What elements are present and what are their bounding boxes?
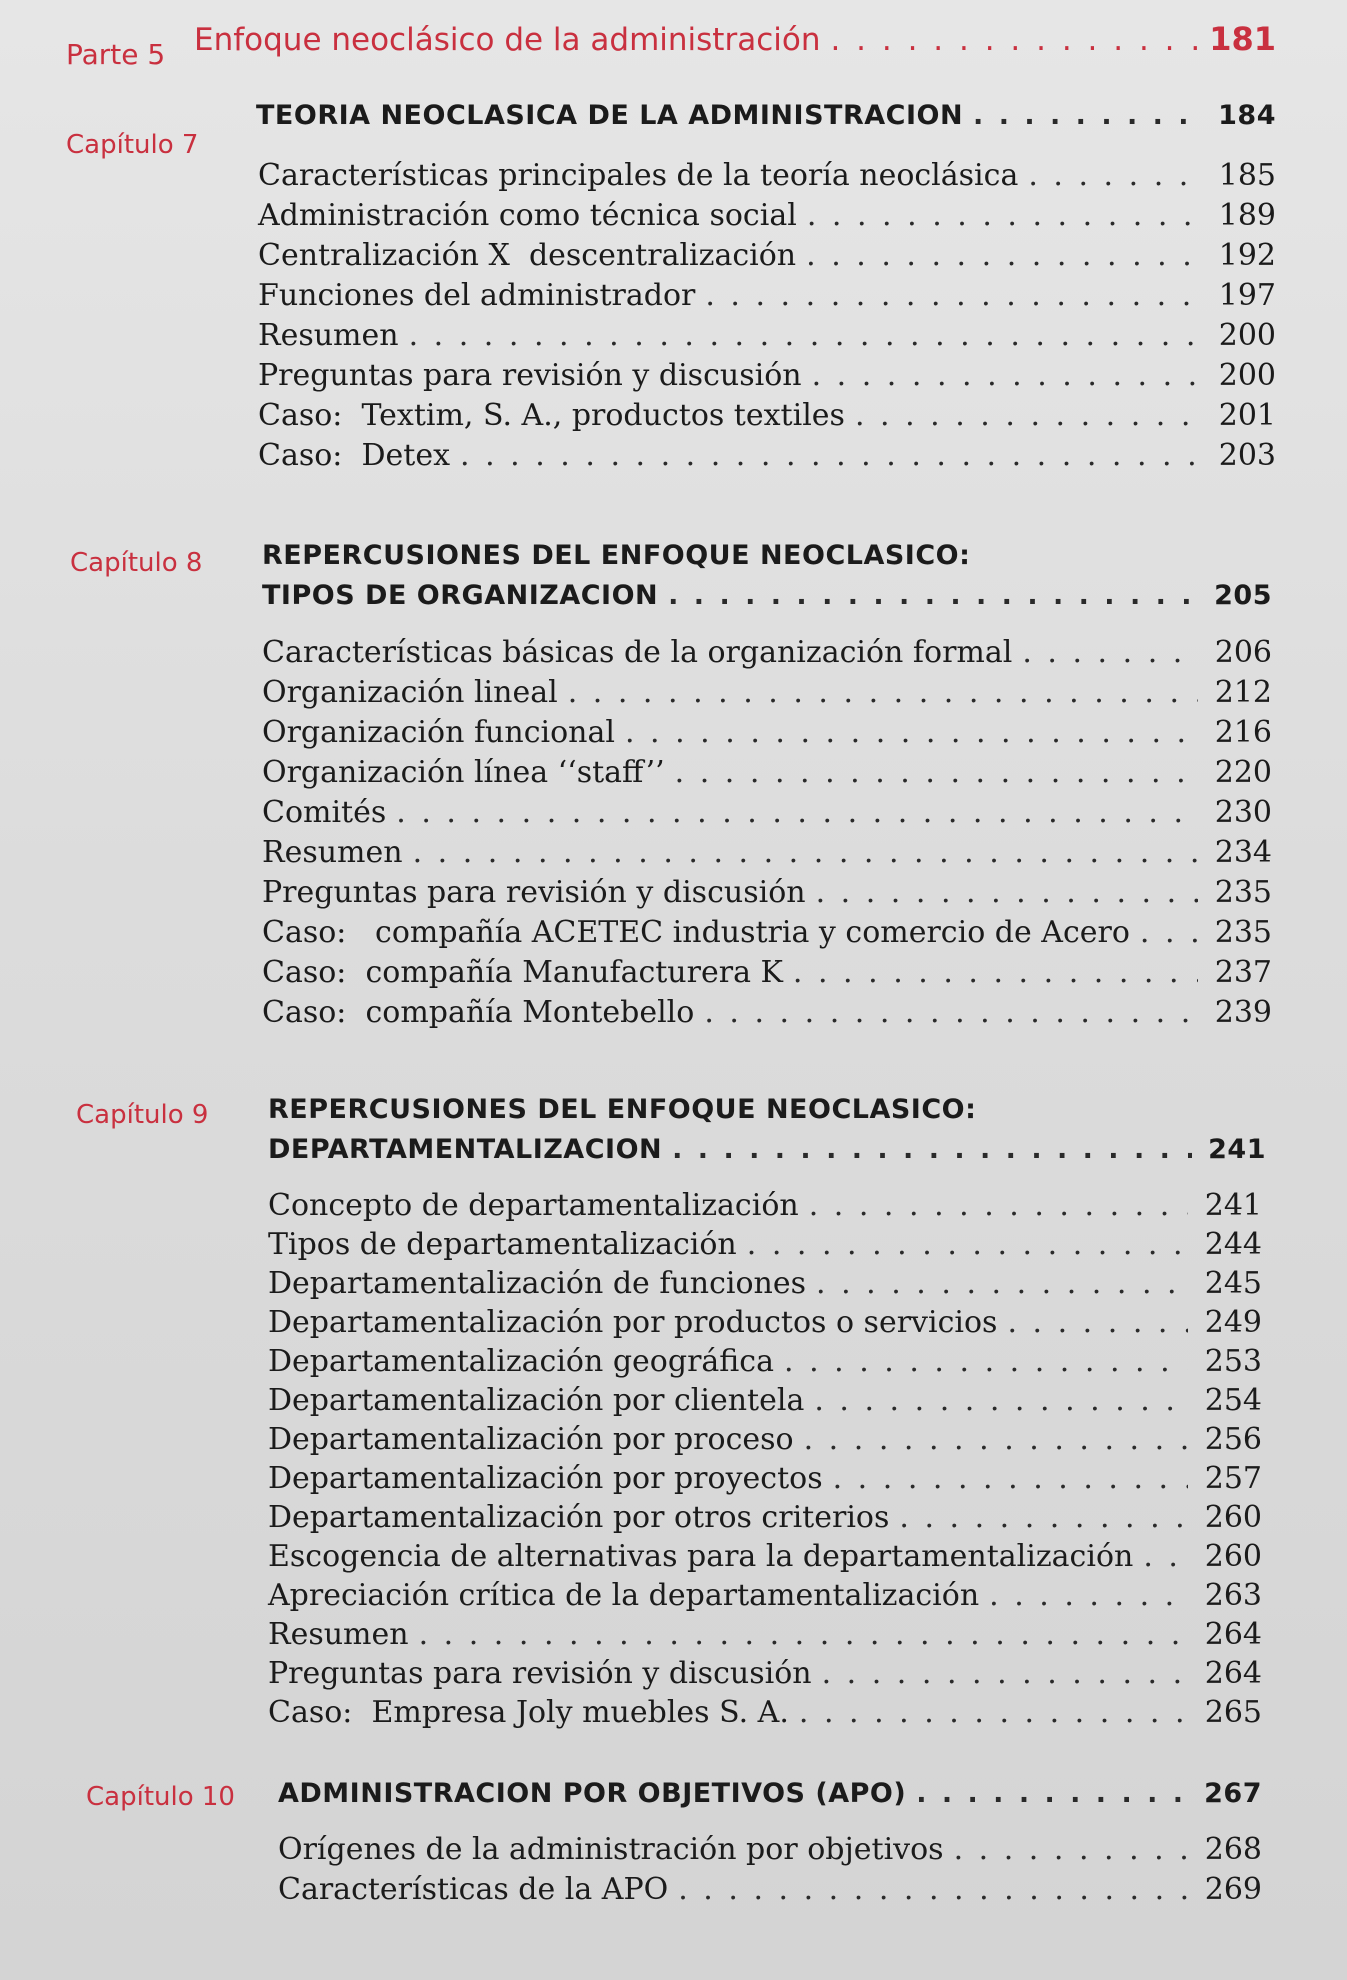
entry-page: 235 (1214, 915, 1272, 950)
chapter-title: ADMINISTRACION POR OBJETIVOS (APO) (278, 1778, 907, 1809)
chapter-title: REPERCUSIONES DEL ENFOQUE NEOCLASICO: (262, 540, 971, 571)
entry-title: Administración como técnica social (258, 198, 797, 233)
list-item (258, 236, 1276, 276)
entry-title: Tipos de departamentalización (268, 1227, 737, 1262)
leader-dots (804, 1420, 1188, 1460)
entry-page: 197 (1218, 278, 1276, 313)
list-item (258, 276, 1276, 316)
leader-dots (816, 873, 1198, 913)
list-item (268, 1303, 1262, 1342)
leader-dots (816, 1264, 1188, 1304)
entry-page: 234 (1214, 835, 1272, 870)
entry-page: 269 (1204, 1872, 1262, 1907)
part-heading (66, 16, 1276, 72)
entry-page: 239 (1214, 995, 1272, 1030)
entry-title: Características de la APO (278, 1872, 669, 1907)
entry-page: 249 (1204, 1305, 1262, 1340)
list-item (268, 1537, 1262, 1576)
leader-dots (812, 356, 1202, 396)
entry-list (278, 1830, 1262, 1910)
list-item (278, 1870, 1262, 1910)
chapter-title: TEORIA NEOCLASICA DE LA ADMINISTRACION (256, 100, 964, 131)
entry-page: 220 (1214, 755, 1272, 790)
entry-page: 185 (1218, 158, 1276, 193)
entry-list (258, 156, 1276, 476)
chapter-page: 205 (1214, 580, 1272, 611)
list-item (258, 396, 1276, 436)
entry-title: Preguntas para revisión y discusión (258, 358, 802, 393)
entry-page: 253 (1204, 1344, 1262, 1379)
leader-dots (625, 713, 1198, 753)
list-item (262, 673, 1272, 713)
leader-dots (1143, 1537, 1188, 1577)
list-item (258, 156, 1276, 196)
list-item (268, 1615, 1262, 1654)
leader-dots (409, 316, 1202, 356)
leader-dots (806, 236, 1202, 276)
leader-dots (799, 1693, 1188, 1733)
list-item (268, 1576, 1262, 1615)
leader-dots (396, 793, 1198, 833)
entry-title: Caso: compañía ACETEC industria y comercio de Acero (262, 915, 1130, 950)
entry-page: 200 (1218, 358, 1276, 393)
leader-dots (705, 276, 1202, 316)
list-item (268, 1186, 1262, 1225)
leader-dots (954, 1830, 1188, 1870)
entry-title: Caso: compañía Manufacturera K (262, 955, 783, 990)
list-item (262, 713, 1272, 753)
entry-title: Organización línea ‘‘staff’’ (262, 755, 665, 790)
list-item (258, 436, 1276, 476)
list-item (262, 793, 1272, 833)
entry-title: Departamentalización de funciones (268, 1266, 807, 1301)
entry-list (268, 1186, 1262, 1732)
entry-title: Concepto de departamentalización (268, 1188, 799, 1223)
leader-dots (809, 1186, 1188, 1226)
entry-title: Caso: Textim, S. A., productos textiles (258, 398, 845, 433)
entry-title: Preguntas para revisión y discusión (262, 875, 806, 910)
entry-page: 265 (1204, 1695, 1262, 1730)
entry-page: 200 (1218, 318, 1276, 353)
chapter-page: 184 (1218, 100, 1276, 131)
entry-page: 257 (1204, 1461, 1262, 1496)
chapter-label: Capítulo 10 (86, 1782, 235, 1812)
chapter-heading (262, 540, 1272, 620)
entry-page: 235 (1214, 875, 1272, 910)
entry-title: Centralización X descentralización (258, 238, 797, 273)
chapter-page: 267 (1204, 1778, 1262, 1809)
list-item (268, 1264, 1262, 1303)
leader-dots (1140, 913, 1198, 953)
entry-title: Escogencia de alternativas para la departamentalización (268, 1539, 1134, 1574)
leader-dots (413, 833, 1198, 873)
list-item (262, 953, 1272, 993)
entry-title: Departamentalización por proyectos (268, 1461, 823, 1496)
leader-dots (747, 1225, 1188, 1265)
leader-dots (807, 196, 1202, 236)
entry-page: 203 (1218, 438, 1276, 473)
entry-page: 264 (1204, 1656, 1262, 1691)
entry-page: 201 (1218, 398, 1276, 433)
leader-dots (899, 1498, 1188, 1538)
chapter-label: Capítulo 8 (70, 548, 203, 578)
entry-page: 263 (1204, 1578, 1262, 1613)
list-item (262, 753, 1272, 793)
list-item (268, 1693, 1262, 1732)
part-page: 181 (1209, 20, 1276, 58)
leader-dots (855, 396, 1202, 436)
entry-title: Caso: compañía Montebello (262, 995, 695, 1030)
entry-page: 264 (1204, 1617, 1262, 1652)
entry-title: Características básicas de la organización formal (262, 635, 1013, 670)
list-item (268, 1381, 1262, 1420)
entry-title: Caso: Empresa Joly muebles S. A. (268, 1695, 789, 1730)
entry-page: 206 (1214, 635, 1272, 670)
entry-title: Departamentalización por clientela (268, 1383, 805, 1418)
entry-page: 260 (1204, 1539, 1262, 1574)
chapter-label: Capítulo 7 (66, 130, 199, 160)
leader-dots (1007, 1303, 1188, 1343)
list-item (262, 913, 1272, 953)
leader-dots (419, 1615, 1188, 1655)
leader-dots (460, 436, 1202, 476)
list-item (268, 1654, 1262, 1693)
entry-page: 260 (1204, 1500, 1262, 1535)
entry-title: Resumen (258, 318, 399, 353)
entry-page: 212 (1214, 675, 1272, 710)
entry-page: 230 (1214, 795, 1272, 830)
chapter-heading (268, 1094, 1266, 1174)
entry-title: Apreciación crítica de la departamentalización (268, 1578, 980, 1613)
list-item (258, 356, 1276, 396)
entry-title: Departamentalización por otros criterios (268, 1500, 890, 1535)
leader-dots (814, 1381, 1188, 1421)
leader-dots (675, 753, 1198, 793)
entry-title: Resumen (262, 835, 403, 870)
entry-title: Resumen (268, 1617, 409, 1652)
list-item (268, 1420, 1262, 1459)
leader-dots (989, 1576, 1188, 1616)
part-title-line (194, 20, 1276, 58)
entry-page: 268 (1204, 1832, 1262, 1867)
list-item (262, 873, 1272, 913)
leader-dots (916, 1778, 1188, 1809)
list-item (258, 196, 1276, 236)
chapter-heading (278, 1778, 1262, 1818)
entry-title: Comités (262, 795, 387, 830)
entry-title: Organización lineal (262, 675, 558, 710)
chapter-label: Capítulo 9 (76, 1100, 209, 1130)
entry-title: Caso: Detex (258, 438, 451, 473)
entry-page: 245 (1204, 1266, 1262, 1301)
chapter-heading (256, 100, 1276, 140)
leader-dots (1028, 156, 1202, 196)
list-item (262, 633, 1272, 673)
list-item (258, 316, 1276, 356)
entry-page: 237 (1214, 955, 1272, 990)
leader-dots (668, 580, 1198, 611)
entry-page: 254 (1204, 1383, 1262, 1418)
entry-title: Orígenes de la administración por objetivos (278, 1832, 944, 1867)
entry-title: Departamentalización geográfica (268, 1344, 774, 1379)
leader-dots (833, 1459, 1188, 1499)
list-item (268, 1342, 1262, 1381)
entry-page: 189 (1218, 198, 1276, 233)
list-item (262, 833, 1272, 873)
part-label: Parte 5 (66, 38, 166, 71)
list-item (268, 1459, 1262, 1498)
chapter-title: DEPARTAMENTALIZACION (268, 1134, 663, 1165)
leader-dots (704, 993, 1198, 1033)
entry-title: Departamentalización por productos o servicios (268, 1305, 998, 1340)
entry-list (262, 633, 1272, 1033)
list-item (262, 993, 1272, 1033)
entry-title: Características principales de la teoría neoclásica (258, 158, 1019, 193)
entry-page: 241 (1204, 1188, 1262, 1223)
leader-dots (793, 953, 1198, 993)
list-item (268, 1498, 1262, 1537)
part-title: Enfoque neoclásico de la administración (194, 22, 821, 58)
chapter-page: 241 (1208, 1134, 1266, 1165)
entry-title: Organización funcional (262, 715, 615, 750)
entry-page: 192 (1218, 238, 1276, 273)
list-item (268, 1225, 1262, 1264)
entry-page: 256 (1204, 1422, 1262, 1457)
entry-page: 216 (1214, 715, 1272, 750)
leader-dots (830, 22, 1199, 58)
chapter-title: REPERCUSIONES DEL ENFOQUE NEOCLASICO: (268, 1094, 977, 1125)
leader-dots (822, 1654, 1188, 1694)
leader-dots (1022, 633, 1198, 673)
leader-dots (672, 1134, 1192, 1165)
entry-title: Departamentalización por proceso (268, 1422, 794, 1457)
leader-dots (973, 100, 1202, 131)
leader-dots (568, 673, 1198, 713)
chapter-title: TIPOS DE ORGANIZACION (262, 580, 659, 611)
entry-title: Funciones del administrador (258, 278, 696, 313)
leader-dots (784, 1342, 1188, 1382)
leader-dots (678, 1870, 1188, 1910)
entry-title: Preguntas para revisión y discusión (268, 1656, 812, 1691)
list-item (278, 1830, 1262, 1870)
entry-page: 244 (1204, 1227, 1262, 1262)
